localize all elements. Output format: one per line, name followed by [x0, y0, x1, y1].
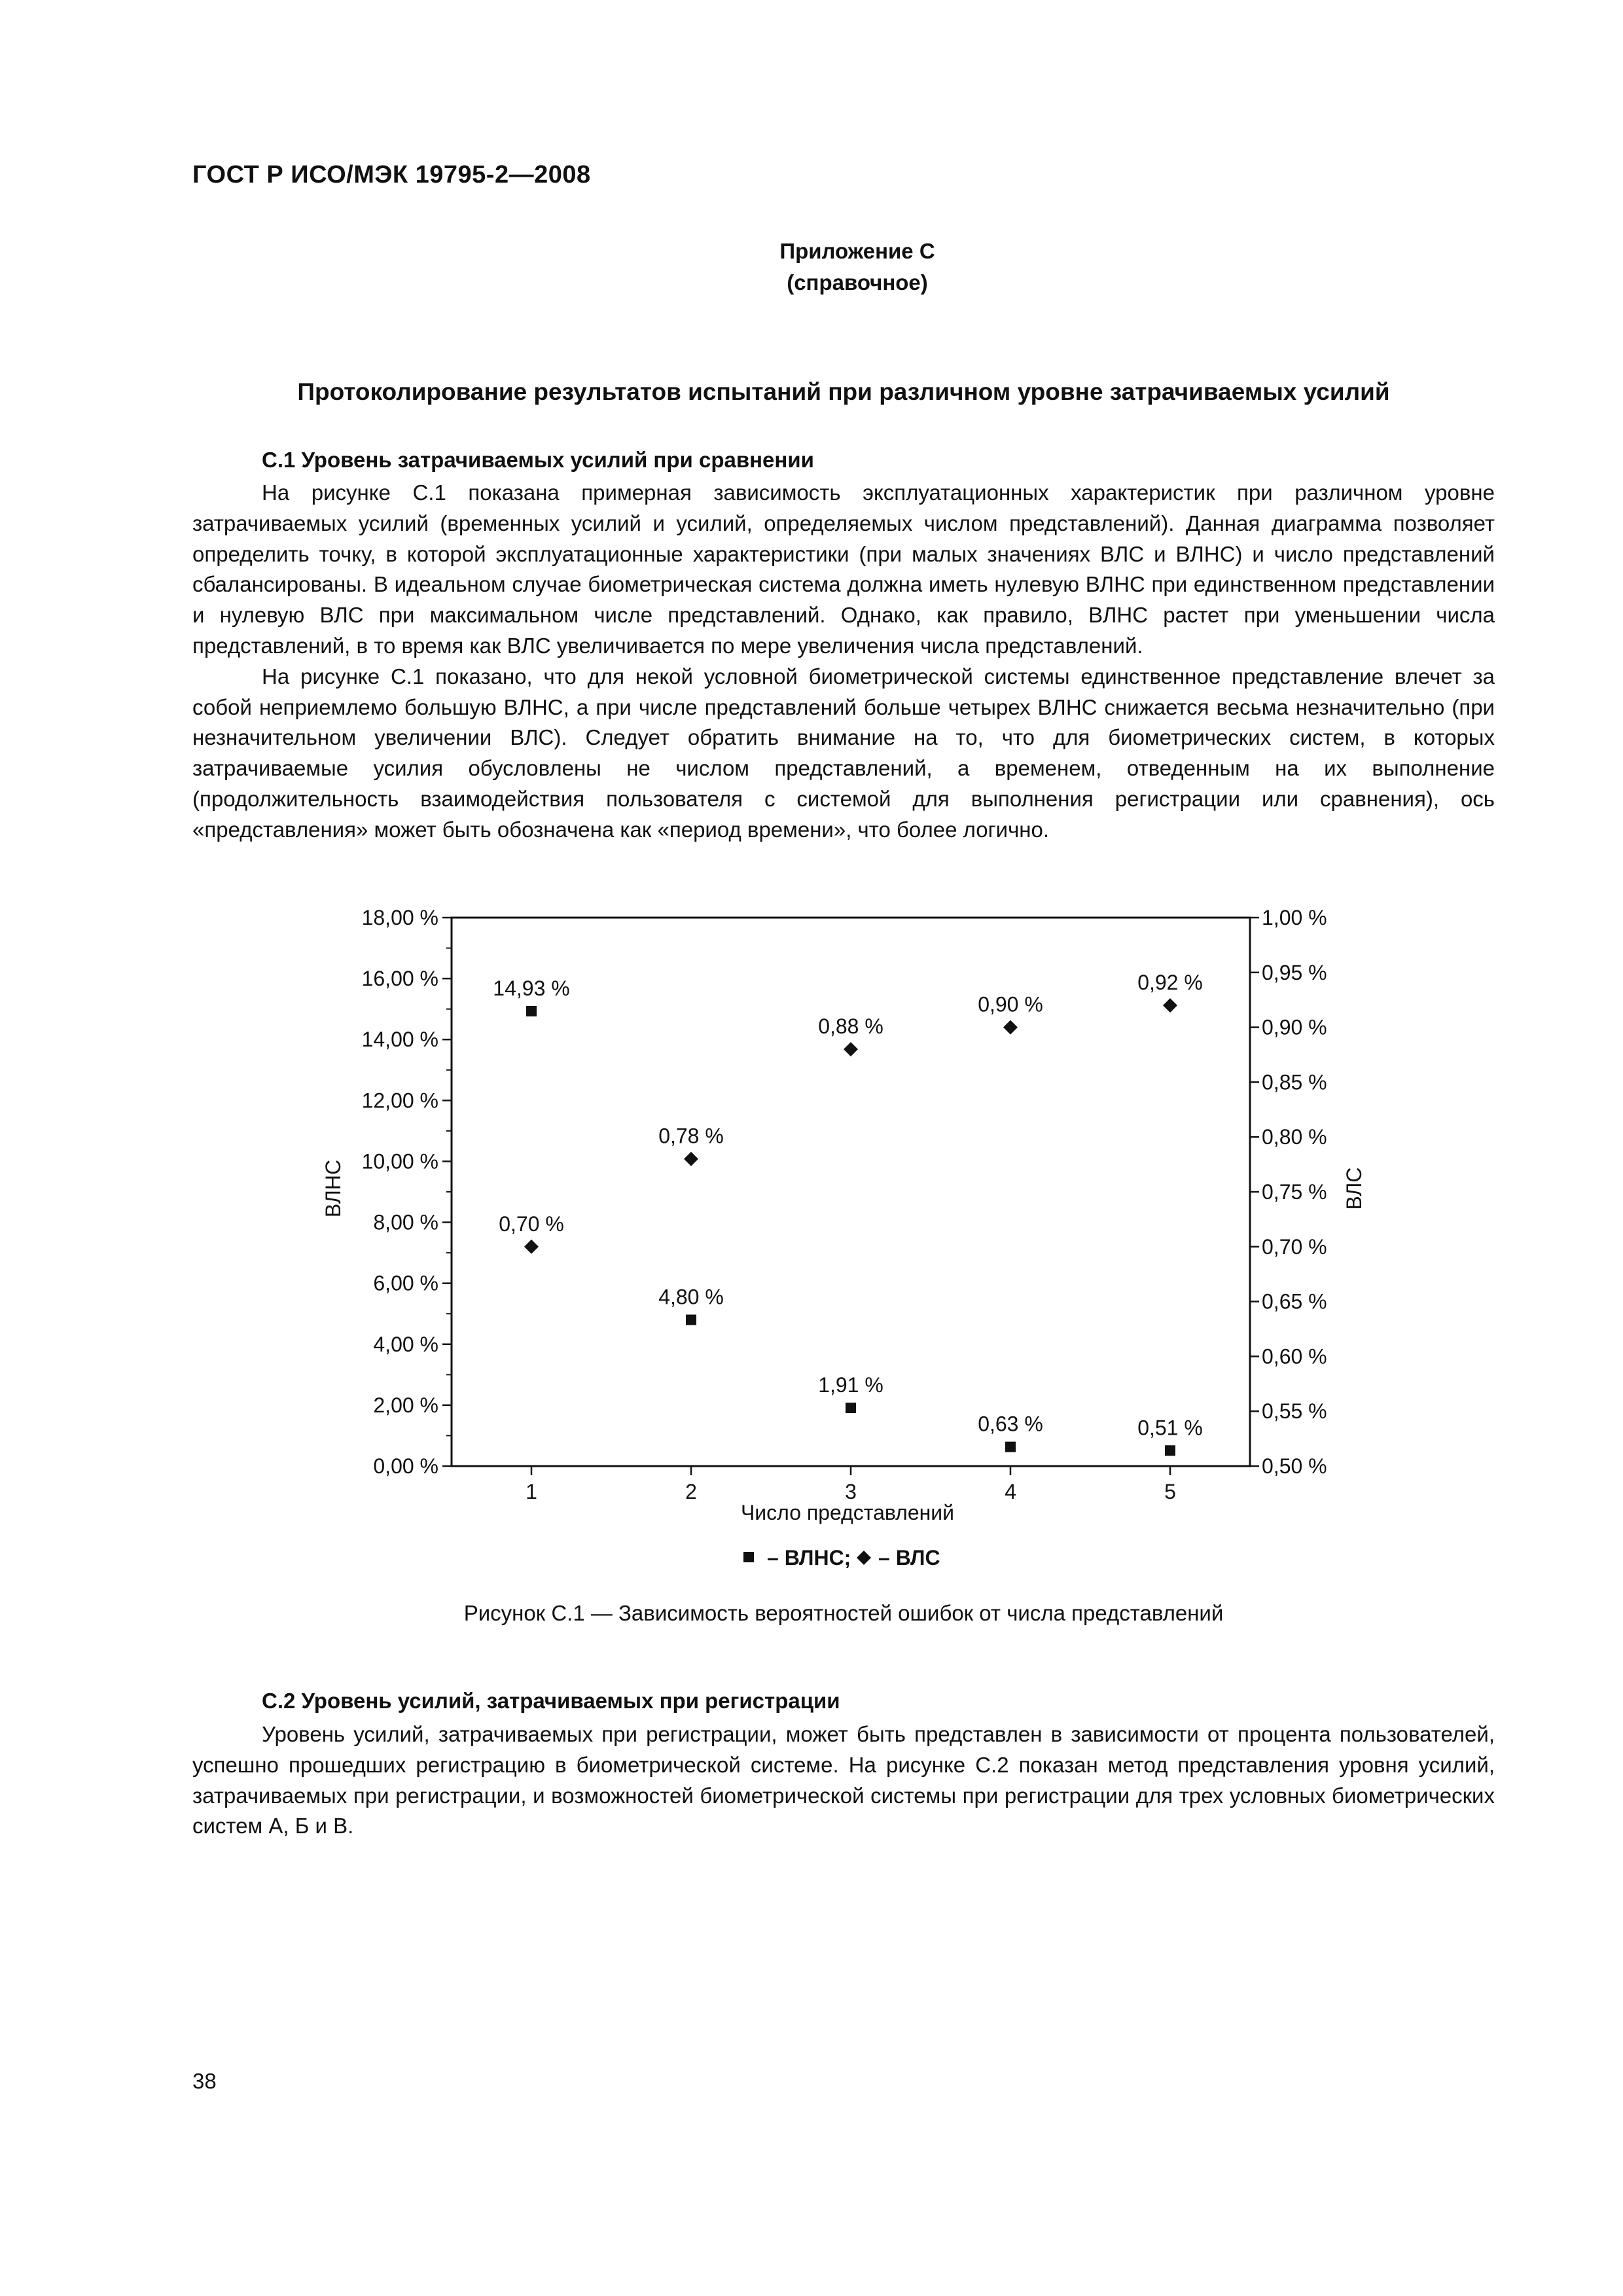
- vls-data-label: 0,92 %: [1137, 971, 1203, 995]
- legend-text-vls: – ВЛС: [878, 1546, 940, 1570]
- c2-paragraph-1: Уровень усилий, затрачиваемых при регистрации, может быть представлен в зависимости от процента пользователей, успешно прошедших регистрацию в биометрической системе. На рисунке С.2 показан метод представления уровня усилий, затрачиваемых при регистрации, и возможностей биометрической системы при регистрации для трех условных биометрических систем А, Б и В.: [192, 1722, 1495, 1839]
- vls-data-label: 0,90 %: [978, 992, 1043, 1016]
- x-tick-label: 5: [1164, 1480, 1176, 1503]
- c2-heading: С.2 Уровень усилий, затрачиваемых при регистрации: [262, 1689, 840, 1713]
- chart-legend: [743, 1546, 940, 1570]
- y2-tick-label: 0,55 %: [1262, 1399, 1327, 1424]
- c1-paragraph-1: На рисунке С.1 показана примерная зависимость эксплуатационных характеристик при различном уровне затрачиваемых усилий (временных усилий и усилий, определяемых числом представлений). Данная диаграмма позволяет определить точку, в которой эксплуатационные характеристики (при малых значениях ВЛС и ВЛНС) и число представлений сбалансированы. В идеальном случае биометрическая система должна иметь нулевую ВЛНС при единственном представлении и нулевую ВЛС при максимальном числе представлений. Однако, как правило, ВЛНС растет при уменьшении числа представлений, в то время как ВЛС увеличивается по мере увеличения числа представлений.: [192, 480, 1495, 658]
- y-axis-label: ВЛНС: [321, 1159, 345, 1218]
- y2-tick-label: 1,00 %: [1262, 906, 1327, 929]
- vls-point: [524, 1240, 539, 1254]
- vlns-data-label: 1,91 %: [818, 1373, 883, 1397]
- x-tick-label: 1: [526, 1480, 537, 1503]
- y-tick-label: 8,00 %: [373, 1210, 438, 1234]
- x-tick-label: 2: [685, 1480, 697, 1503]
- y-tick-label: 4,00 %: [373, 1332, 438, 1356]
- vlns-point: [1165, 1445, 1175, 1456]
- vlns-point: [846, 1403, 856, 1413]
- y-tick-label: 16,00 %: [361, 967, 438, 991]
- vls-data-label: 0,88 %: [818, 1014, 883, 1039]
- y2-tick-label: 0,85 %: [1262, 1070, 1327, 1094]
- vls-data-label: 0,70 %: [499, 1211, 564, 1236]
- c1-heading: С.1 Уровень затрачиваемых усилий при сравнении: [262, 448, 814, 472]
- y-tick-label: 0,00 %: [373, 1454, 438, 1478]
- vlns-data-label: 14,93 %: [493, 976, 570, 1000]
- vls-point: [684, 1152, 698, 1166]
- legend-diamond-marker: [857, 1551, 871, 1565]
- y2-tick-label: 0,90 %: [1262, 1015, 1327, 1039]
- x-axis-label: Число представлений: [740, 1501, 955, 1524]
- y-tick-label: 12,00 %: [361, 1088, 438, 1113]
- document-id: ГОСТ Р ИСО/МЭК 19795-2—2008: [192, 161, 591, 188]
- vlns-point: [526, 1006, 537, 1016]
- y2-tick-label: 0,60 %: [1262, 1344, 1327, 1369]
- y2-tick-label: 0,65 %: [1262, 1289, 1327, 1314]
- c1-paragraph-2: На рисунке С.1 показано, что для некой условной биометрической системы единственное представление влечет за собой неприемлемо большую ВЛНС, а при числе представлений больше четырех ВЛНС снижается весьма незначительно (при незначительном увеличении ВЛС). Следует обратить внимание на то, что для биометрических систем, в которых затрачиваемые усилия обусловлены не числом представлений, а временем, отведенным на их выполнение (продолжительность взаимодействия пользователя с системой для выполнения регистрации или сравнения), ось «представления» может быть обозначена как «период времени», что более логично.: [192, 664, 1495, 842]
- vls-point: [844, 1042, 858, 1056]
- page-number: 38: [192, 2069, 217, 2093]
- vlns-data-label: 0,63 %: [978, 1412, 1043, 1436]
- y-tick-label: 2,00 %: [373, 1393, 438, 1417]
- annex-status: (справочное): [787, 270, 928, 295]
- vlns-data-label: 4,80 %: [658, 1285, 724, 1309]
- c2-body: [192, 1719, 1495, 1842]
- y2-tick-label: 0,50 %: [1262, 1454, 1327, 1478]
- vls-point: [1003, 1020, 1018, 1035]
- chart-marks: [493, 971, 1203, 1456]
- vlns-data-label: 0,51 %: [1137, 1416, 1203, 1440]
- y2-axis-label: ВЛС: [1342, 1167, 1366, 1210]
- x-tick-label: 4: [1005, 1480, 1016, 1503]
- vlns-point: [686, 1315, 696, 1325]
- y2-tick-label: 0,75 %: [1262, 1180, 1327, 1204]
- y-tick-label: 6,00 %: [373, 1271, 438, 1295]
- annex-heading: [654, 236, 1060, 298]
- vlns-point: [1005, 1442, 1016, 1452]
- c1-body: [192, 478, 1495, 846]
- x-tick-label: 3: [845, 1480, 857, 1503]
- vls-point: [1163, 998, 1177, 1013]
- legend-text-vlns: – ВЛНС;: [767, 1546, 851, 1570]
- error-rate-chart: [275, 897, 1400, 1590]
- annex-title: Приложение С: [779, 239, 935, 263]
- y-tick-label: 10,00 %: [361, 1149, 438, 1174]
- section-title: Протоколирование результатов испытаний при различном уровне затрачиваемых усилий: [297, 378, 1390, 405]
- figure-caption: Рисунок С.1 — Зависимость вероятностей ошибок от числа представлений: [463, 1601, 1224, 1625]
- y-tick-label: 14,00 %: [361, 1028, 438, 1052]
- legend-square-marker: [743, 1552, 754, 1562]
- vls-data-label: 0,78 %: [658, 1124, 724, 1148]
- y-tick-label: 18,00 %: [361, 906, 438, 929]
- y2-tick-label: 0,95 %: [1262, 960, 1327, 984]
- y2-tick-label: 0,70 %: [1262, 1234, 1327, 1259]
- y2-tick-label: 0,80 %: [1262, 1125, 1327, 1149]
